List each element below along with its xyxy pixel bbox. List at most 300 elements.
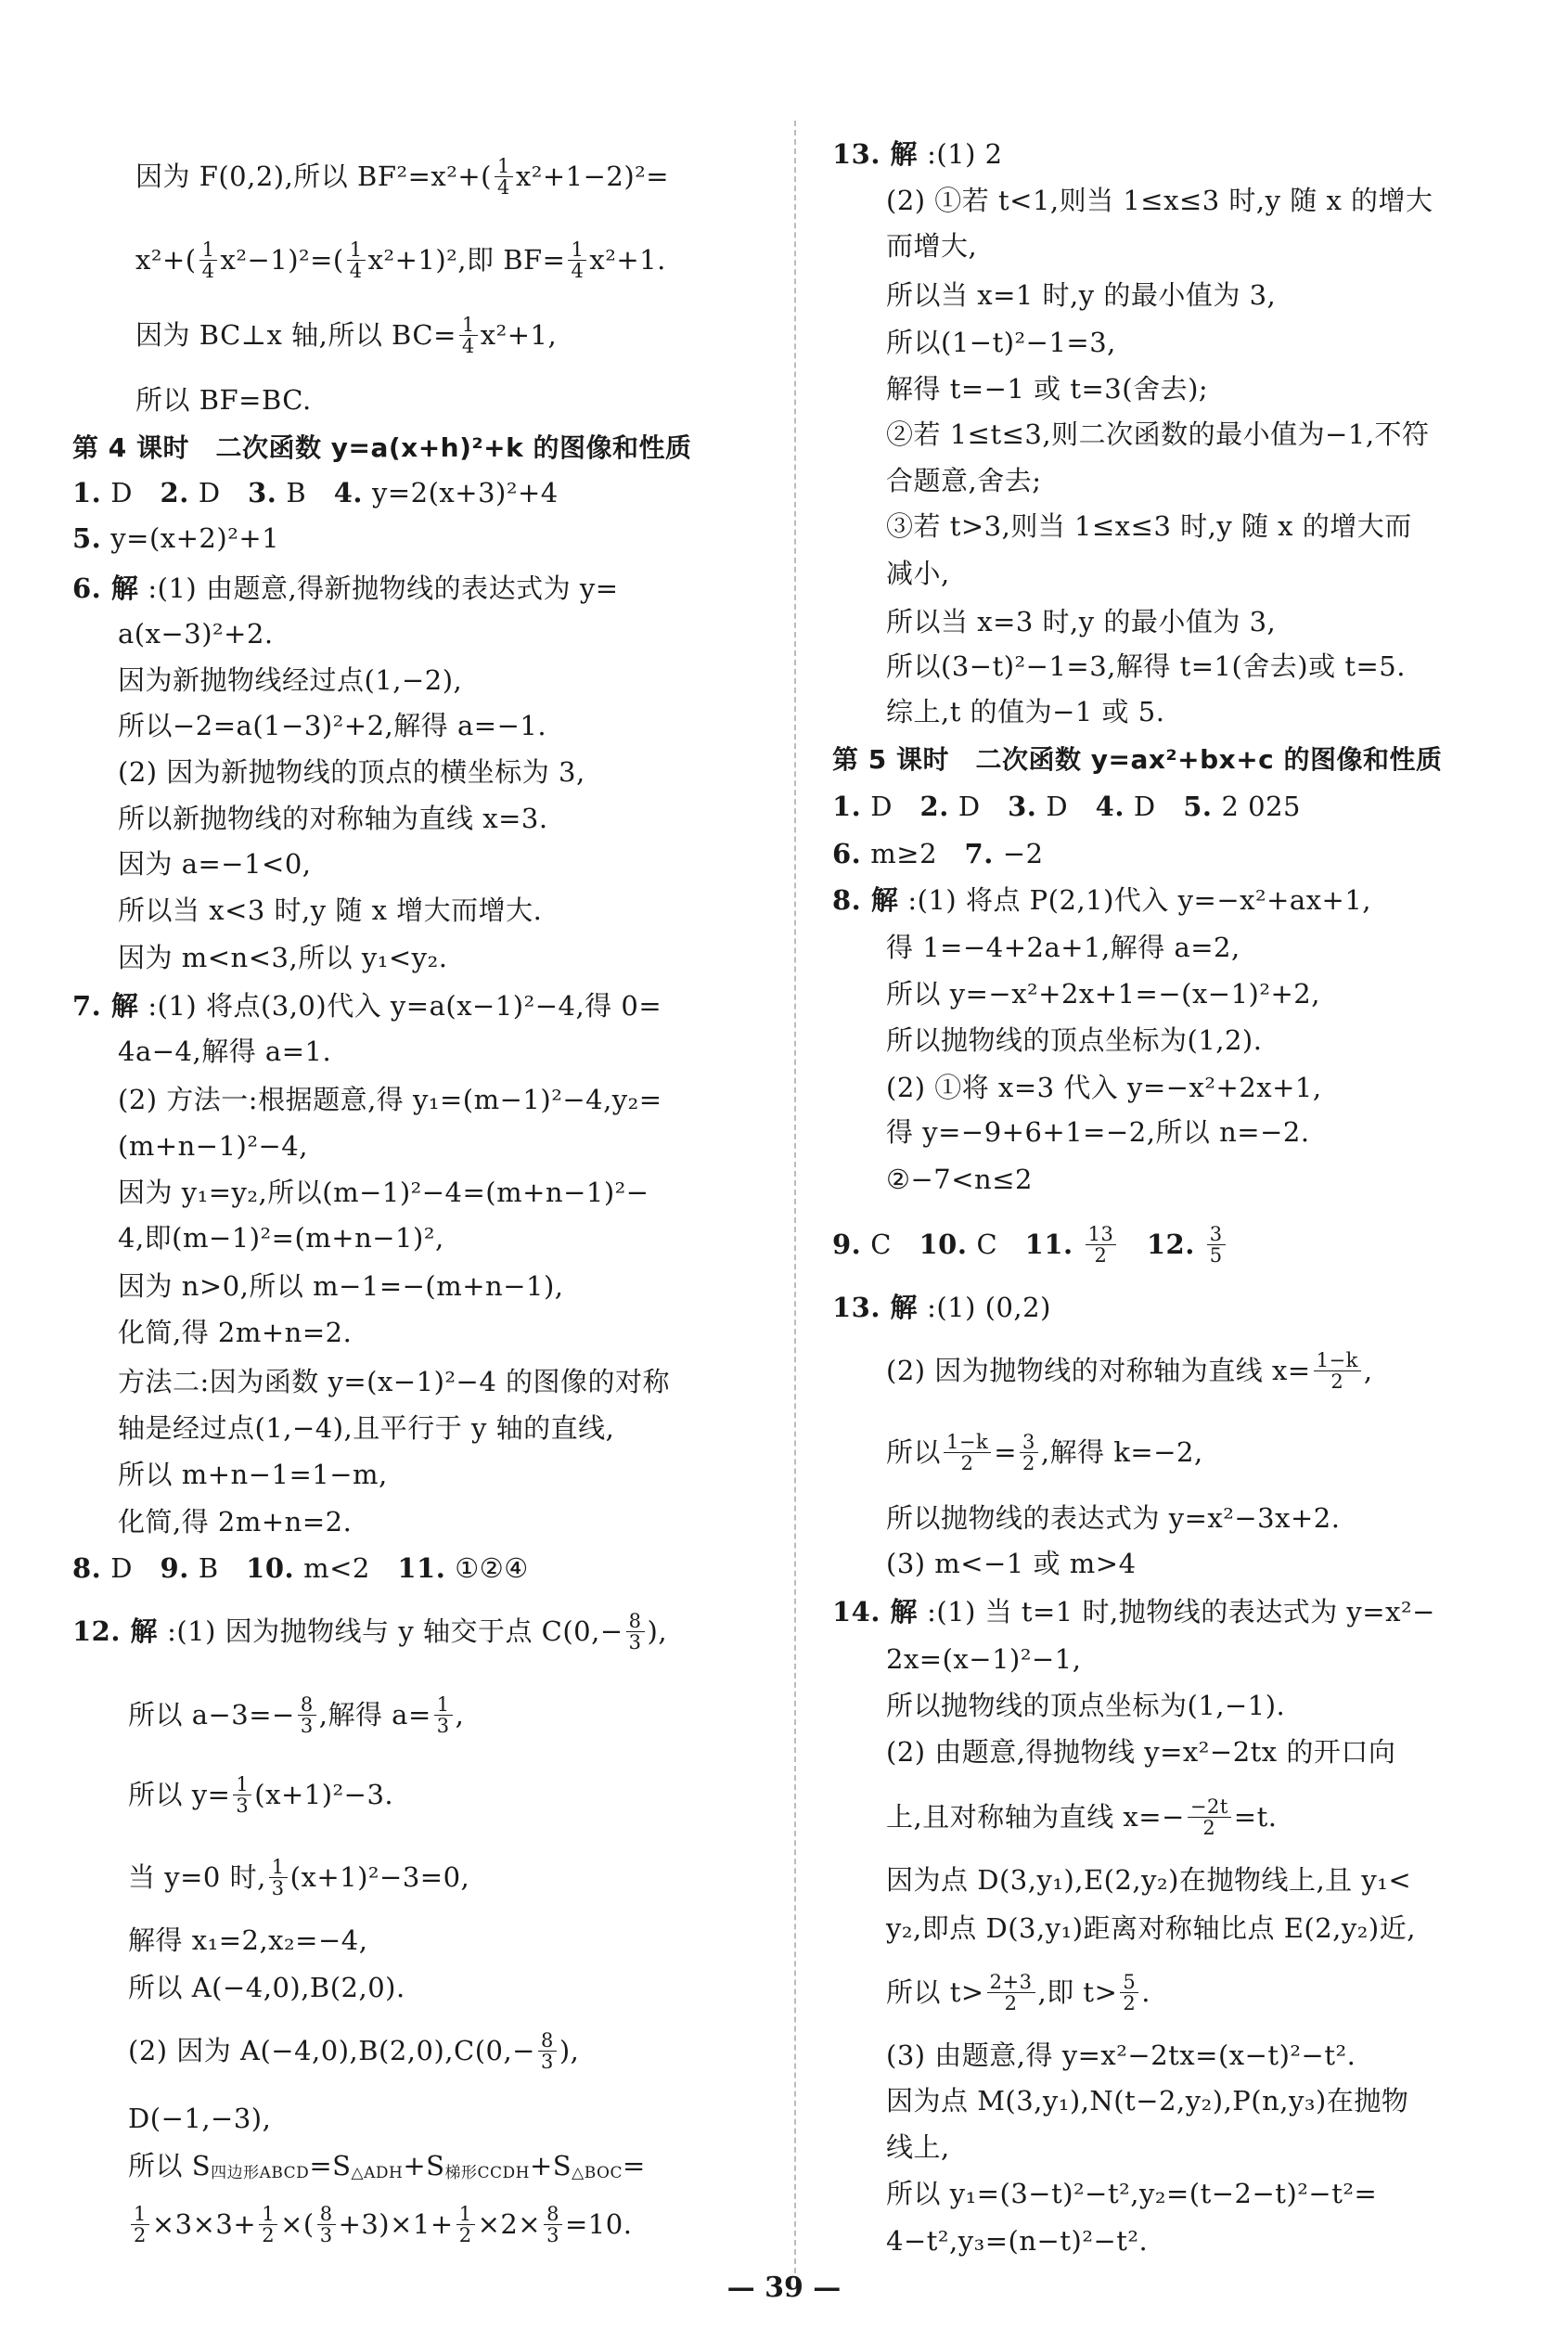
text-run: D [1133, 791, 1184, 822]
denominator: 2 [1004, 1991, 1018, 2014]
question-number: 5. [1183, 791, 1213, 822]
question-number: 9. [160, 1552, 189, 1584]
numerator: 1 [434, 1694, 453, 1716]
question-number: 1. [72, 477, 102, 508]
question-number: 11. [397, 1552, 446, 1584]
answer-line [886, 2173, 1377, 2214]
page-number: — 39 — [726, 2271, 842, 2304]
answer-line [886, 1112, 1310, 1152]
text-run: 化简,得 2m+n=2. [118, 1506, 353, 1538]
answer-line [832, 833, 1044, 874]
text-run: −2 [1002, 838, 1044, 869]
answer-line [128, 1967, 405, 2008]
fraction [495, 156, 513, 198]
answer-line [886, 1908, 1416, 1949]
text-run: 4,即(m−1)²=(m+n−1)², [118, 1222, 444, 1254]
answer-line [118, 752, 585, 792]
text-run: 所以(1−t)²−1=3, [886, 327, 1116, 358]
text-run: y₂,即点 D(3,y₁)距离对称轴比点 E(2,y₂)近, [886, 1912, 1416, 1944]
denominator: 3 [628, 1630, 642, 1653]
text-run: 所以 [886, 1436, 942, 1468]
text-run: (2) 方法一:根据题意,得 y₁=(m−1)²−4,y₂= [118, 1084, 662, 1115]
answer-line [886, 1639, 1081, 1679]
text-run: 所以 a−3=− [128, 1699, 295, 1731]
fraction [269, 1857, 288, 1898]
question-number: 12. [1146, 1229, 1195, 1260]
text-run: 所以 y₁=(3−t)²−t²,y₂=(t−2−t)²−t²= [886, 2178, 1378, 2209]
text-run: D [958, 791, 1009, 822]
text-run: =S [309, 2150, 352, 2181]
answer-line [128, 2098, 271, 2139]
text-run: 所以 t> [886, 1976, 984, 2008]
text-run: 轴是经过点(1,−4),且平行于 y 轴的直线, [118, 1412, 615, 1444]
text-run: (2) 因为抛物线的对称轴为直线 x= [886, 1355, 1311, 1386]
fraction [233, 1774, 251, 1816]
answer-line [886, 2080, 1408, 2121]
answer-line [135, 239, 666, 280]
text-run: 因为 F(0,2),所以 BF²=x²+( [135, 161, 492, 192]
text-run: 2x=(x−1)²−1, [886, 1643, 1082, 1675]
answer-line [886, 225, 977, 266]
fraction [259, 2204, 277, 2245]
text-run: :(1) 由题意,得新抛物线的表达式为 y= [148, 573, 619, 604]
answer-line [886, 1350, 1373, 1391]
text-run: a(x−3)²+2. [118, 618, 274, 650]
text-run: 解得 x₁=2,x₂=−4, [128, 1924, 368, 1956]
answer-line [832, 880, 1371, 920]
text-run: +S [403, 2150, 445, 2181]
answer-line [72, 1548, 529, 1589]
text-run: B [286, 477, 334, 508]
answer-line [886, 2220, 1148, 2261]
fraction [626, 1611, 645, 1653]
numerator: 5 [1120, 1972, 1138, 1993]
answer-line [886, 2035, 1356, 2076]
answer-line [118, 1172, 649, 1213]
text-run: 因为新抛物线经过点(1,−2), [118, 664, 463, 696]
question-number: 1. [832, 791, 862, 822]
question-number: 5. [72, 522, 102, 554]
text-run: (2) 因为新抛物线的顶点的横坐标为 3, [118, 756, 585, 788]
answer-line [886, 691, 1164, 732]
text-run: ,即 t> [1037, 1976, 1118, 2008]
denominator: 4 [571, 259, 585, 282]
fraction [1086, 1224, 1117, 1266]
numerator: 1 [199, 239, 218, 261]
answer-line [886, 1543, 1137, 1584]
question-number: 4. [333, 477, 363, 508]
answer-line [118, 798, 548, 839]
question-number: 10. [246, 1552, 295, 1584]
fraction [131, 2204, 149, 2245]
text-run: 因为 BC⊥x 轴,所以 BC= [135, 319, 456, 351]
text-run: D [198, 477, 249, 508]
text-run: +3)×1+ [338, 2208, 454, 2240]
question-number: 4. [1095, 791, 1125, 822]
fraction [944, 1432, 991, 1473]
answer-line [118, 705, 546, 746]
text-run: 所以 y=−x²+2x+1=−(x−1)²+2, [886, 978, 1320, 1010]
text-run: 因为点 M(3,y₁),N(t−2,y₂),P(n,y₃)在抛物 [886, 2085, 1409, 2117]
numerator: 8 [626, 1611, 645, 1632]
fraction [199, 239, 218, 281]
answer-line [886, 368, 1208, 409]
answer-line [118, 1312, 352, 1353]
answer-line [886, 275, 1276, 315]
text-run: (3) m<−1 或 m>4 [886, 1548, 1137, 1579]
text-run: D [870, 791, 920, 822]
text-run: ×( [280, 2208, 315, 2240]
text-run: ③若 t>3,则当 1≤x≤3 时,y 随 x 的增大而 [886, 510, 1412, 542]
text-run: 4a−4,解得 a=1. [118, 1036, 332, 1067]
text-run: 4−t²,y₃=(n−t)²−t². [886, 2225, 1149, 2257]
text-run: :(1) 将点 P(2,1)代入 y=−x²+ax+1, [907, 884, 1372, 916]
text-run: D [110, 477, 161, 508]
answer-line [118, 660, 462, 701]
text-run: 因为 y₁=y₂,所以(m−1)²−4=(m+n−1)²− [118, 1177, 649, 1208]
denominator: 5 [1209, 1243, 1223, 1267]
text-run [1119, 1224, 1147, 1265]
answer-line [118, 1126, 308, 1166]
text-run: D [110, 1552, 161, 1584]
fraction [1120, 1972, 1138, 2014]
text-run: 因为点 D(3,y₁),E(2,y₂)在抛物线上,且 y₁< [886, 1864, 1412, 1896]
text-run: +S [529, 2150, 572, 2181]
text-run: ×3×3+ [151, 2208, 257, 2240]
numerator: −2t [1188, 1796, 1231, 1818]
question-number: 12. 解 [72, 1615, 159, 1647]
answer-line [832, 134, 1003, 174]
answer-line [128, 2030, 579, 2071]
denominator: 2 [134, 2223, 147, 2246]
answer-line [118, 1266, 564, 1306]
denominator: 2 [1330, 1370, 1344, 1393]
numerator: 1 [456, 2204, 475, 2225]
answer-line [118, 890, 542, 931]
answer-line [886, 1159, 1033, 1200]
numerator: 8 [298, 1694, 316, 1716]
question-number: 11. [1024, 1229, 1073, 1260]
text-run: x²+1, [480, 319, 558, 351]
text-run: :(1) 2 [927, 138, 1003, 170]
section-heading [832, 740, 1443, 780]
text-run: 所以 BF=BC. [135, 384, 312, 416]
text-run: 所以当 x<3 时,y 随 x 增大而增大. [118, 894, 543, 926]
fraction [459, 315, 478, 356]
text-run: x²+( [135, 244, 197, 276]
text-run: m≥2 [870, 838, 965, 869]
fraction [298, 1694, 316, 1736]
text-run: y=2(x+3)²+4 [371, 477, 559, 508]
answer-line [886, 2127, 950, 2168]
text-run: , [1363, 1355, 1373, 1386]
question-number: 3. [1008, 791, 1037, 822]
answer-line [886, 1432, 1203, 1473]
text-run: 合题意,舍去; [886, 465, 1042, 496]
answer-line [832, 1224, 1228, 1265]
text-run: ②若 1≤t≤3,则二次函数的最小值为−1,不符 [886, 418, 1430, 450]
answer-line [135, 380, 312, 420]
fraction [1314, 1350, 1361, 1392]
answer-line [886, 1731, 1395, 1772]
fraction [317, 2204, 336, 2245]
numerator: 1 [233, 1774, 251, 1795]
numerator: 1 [259, 2204, 277, 2225]
denominator: 2 [1123, 1991, 1137, 2014]
answer-line [118, 1079, 662, 1120]
text-run: 综上,t 的值为−1 或 5. [886, 696, 1165, 727]
fraction [987, 1972, 1035, 2014]
text-run: 所以抛物线的顶点坐标为(1,−1). [886, 1690, 1286, 1721]
text-run: . [1141, 1976, 1150, 2008]
text-run: 因为 n>0,所以 m−1=−(m+n−1), [118, 1270, 564, 1302]
text-run: 所以抛物线的表达式为 y=x²−3x+2. [886, 1502, 1341, 1534]
text-run: x²−1)²=( [220, 244, 344, 276]
numerator: 2+3 [987, 1972, 1035, 1993]
answer-line [886, 180, 1433, 221]
numerator: 8 [538, 2030, 557, 2052]
answer-line [886, 1859, 1411, 1900]
text-run: :(1) (0,2) [927, 1292, 1051, 1323]
question-number: 13. 解 [832, 138, 919, 170]
text-run: m<2 [303, 1552, 398, 1584]
text-run: x²+1. [589, 244, 666, 276]
text-run: C [976, 1229, 1025, 1260]
section-heading [72, 428, 691, 469]
text-run: 所以 A(−4,0),B(2,0). [128, 1972, 405, 2003]
text-run: =10. [565, 2208, 633, 2240]
text-run: ), [559, 2035, 580, 2066]
numerator: 13 [1086, 1224, 1117, 1245]
answer-line [886, 322, 1116, 363]
text-run: (x+1)²−3=0, [289, 1861, 470, 1893]
denominator: 2 [1022, 1451, 1035, 1474]
denominator: 2 [1202, 1816, 1216, 1839]
numerator: 1 [131, 2204, 149, 2225]
text-run: x²+1−2)²= [515, 161, 670, 192]
answer-line [886, 1498, 1340, 1538]
answer-line [118, 613, 274, 654]
numerator: 1 [459, 315, 478, 336]
text-run: :(1) 将点(3,0)代入 y=a(x−1)²−4,得 0= [148, 990, 662, 1022]
text-run: D [1046, 791, 1096, 822]
text-run: 所以当 x=1 时,y 的最小值为 3, [886, 279, 1277, 311]
answer-line [118, 843, 312, 884]
answer-line [886, 553, 950, 594]
fraction [456, 2204, 475, 2245]
question-number: 7. [964, 838, 994, 869]
text-run: 所以 S [128, 2150, 212, 2181]
text-run: , [455, 1699, 465, 1731]
denominator: 3 [271, 1876, 285, 1899]
answer-line [886, 1972, 1150, 2013]
numerator: 1−k [1314, 1350, 1361, 1371]
denominator: 4 [201, 259, 215, 282]
answer-line [832, 1591, 1435, 1632]
answer-line [118, 937, 447, 978]
numerator: 1 [568, 239, 586, 261]
answer-line [128, 2204, 632, 2245]
denominator: 2 [458, 2223, 472, 2246]
answer-line [886, 646, 1406, 687]
text-run: 上,且对称轴为直线 x=− [886, 1801, 1185, 1833]
text-run: C [870, 1229, 919, 1260]
denominator: 4 [461, 334, 475, 357]
question-number: 7. 解 [72, 990, 139, 1022]
denominator: 3 [540, 2050, 554, 2073]
question-number: 10. [919, 1229, 968, 1260]
text-run: (2) 由题意,得抛物线 y=x²−2tx 的开口向 [886, 1736, 1396, 1768]
text-run: ①②④ [455, 1552, 529, 1584]
fraction [1188, 1796, 1231, 1838]
question-number: 14. 解 [832, 1596, 919, 1628]
answer-line [118, 1217, 444, 1258]
column-divider [794, 121, 796, 2273]
denominator: 2 [960, 1451, 974, 1474]
text-run: (2) ①若 t<1,则当 1≤x≤3 时,y 随 x 的增大 [886, 185, 1433, 216]
text-run: = [994, 1436, 1018, 1468]
question-number: 2. [919, 791, 949, 822]
answer-line [118, 1408, 614, 1448]
question-number: 3. [248, 477, 277, 508]
text-run: (m+n−1)²−4, [118, 1130, 308, 1162]
text-run: 2 025 [1221, 791, 1301, 822]
answer-line [72, 472, 559, 513]
text-run: 方法二:因为函数 y=(x−1)²−4 的图像的对称 [118, 1366, 670, 1397]
denominator: 3 [436, 1714, 450, 1737]
answer-line [886, 973, 1320, 1014]
text-run: = [622, 2150, 646, 2181]
text-run: 得 y=−9+6+1=−2,所以 n=−2. [886, 1116, 1310, 1148]
text-run: (x+1)²−3. [254, 1779, 394, 1810]
text-run: 而增大, [886, 230, 978, 262]
text-run: :(1) 因为抛物线与 y 轴交于点 C(0,− [167, 1615, 623, 1647]
answer-line [135, 315, 557, 355]
question-number: 8. [72, 1552, 102, 1584]
denominator: 3 [236, 1794, 250, 1817]
text-run: 所以(3−t)²−1=3,解得 t=1(舍去)或 t=5. [886, 650, 1406, 682]
text-run: 所以当 x=3 时,y 的最小值为 3, [886, 606, 1277, 637]
text-run: 减小, [886, 558, 950, 589]
fraction [1020, 1432, 1038, 1473]
question-number: 6. 解 [72, 573, 139, 604]
subscript: 四边形ABCD [211, 2164, 310, 2182]
fraction [544, 2204, 562, 2245]
answer-line [886, 1796, 1277, 1837]
text-run: (3) 由题意,得 y=x²−2tx=(x−t)²−t². [886, 2039, 1356, 2071]
text-run: =t. [1233, 1801, 1278, 1833]
denominator: 3 [546, 2223, 559, 2246]
subscript: △ADH [351, 2164, 404, 2182]
subscript: 梯形CCDH [444, 2164, 530, 2182]
text-run: x²+1)²,即 BF= [367, 244, 566, 276]
fraction [434, 1694, 453, 1736]
fraction [1207, 1224, 1226, 1266]
text-run: (2) 因为 A(−4,0),B(2,0),C(0,− [128, 2035, 535, 2066]
text-run: 解得 t=−1 或 t=3(舍去); [886, 373, 1209, 405]
numerator: 1−k [944, 1432, 991, 1453]
text-run: ×2× [477, 2208, 542, 2240]
answer-line [72, 985, 662, 1026]
text-run: 所以−2=a(1−3)²+2,解得 a=−1. [118, 710, 547, 741]
answer-line [886, 1067, 1322, 1108]
answer-line [832, 1287, 1051, 1328]
answer-line [886, 414, 1430, 455]
answer-line [72, 518, 279, 559]
text-run: ②−7<n≤2 [886, 1164, 1033, 1195]
answer-line [72, 568, 619, 609]
text-run: 第 5 课时 二次函数 y=ax²+bx+c 的图像和性质 [832, 744, 1443, 775]
answer-line [886, 460, 1042, 501]
numerator: 1 [269, 1857, 288, 1878]
question-number: 2. [160, 477, 189, 508]
denominator: 4 [496, 175, 510, 199]
answer-line [128, 1694, 464, 1735]
text-run: D(−1,−3), [128, 2103, 272, 2134]
subscript: △BOC [572, 2164, 623, 2182]
numerator: 1 [495, 156, 513, 177]
text-run: 当 y=0 时, [128, 1861, 266, 1893]
numerator: 8 [544, 2204, 562, 2225]
answer-line [128, 2145, 646, 2186]
denominator: 2 [1094, 1243, 1108, 1267]
text-run: y=(x+2)²+1 [110, 522, 280, 554]
text-run: (2) ①将 x=3 代入 y=−x²+2x+1, [886, 1072, 1322, 1103]
text-run: 线上, [886, 2131, 950, 2163]
answer-line [118, 1361, 670, 1402]
question-number: 13. 解 [832, 1292, 919, 1323]
fraction [538, 2030, 557, 2072]
text-run: :(1) 当 t=1 时,抛物线的表达式为 y=x²− [927, 1596, 1435, 1628]
answer-line [886, 601, 1276, 642]
text-run: 所以 m+n−1=1−m, [118, 1459, 388, 1490]
answer-line [886, 506, 1412, 547]
question-number: 9. [832, 1229, 862, 1260]
answer-line [832, 786, 1301, 827]
numerator: 1 [347, 239, 366, 261]
text-run: ,解得 a= [318, 1699, 431, 1731]
answer-line [72, 1611, 667, 1652]
answer-line [128, 1857, 469, 1898]
answer-line [118, 1454, 388, 1495]
text-run: 所以抛物线的顶点坐标为(1,2). [886, 1024, 1263, 1056]
text-run: ,解得 k=−2, [1040, 1436, 1203, 1468]
text-run: 化简,得 2m+n=2. [118, 1317, 353, 1348]
question-number: 6. [832, 838, 862, 869]
answer-line [135, 156, 669, 197]
answer-line [886, 1685, 1285, 1726]
answer-line [118, 1501, 352, 1542]
answer-line [118, 1031, 331, 1072]
answer-line [128, 1774, 393, 1815]
denominator: 3 [319, 2223, 333, 2246]
text-run: 因为 m<n<3,所以 y₁<y₂. [118, 942, 448, 973]
text-run: B [198, 1552, 247, 1584]
fraction [347, 239, 366, 281]
numerator: 3 [1020, 1432, 1038, 1453]
text-run: 得 1=−4+2a+1,解得 a=2, [886, 932, 1240, 963]
text-run: ), [647, 1615, 668, 1647]
fraction [568, 239, 586, 281]
numerator: 3 [1207, 1224, 1226, 1245]
denominator: 3 [300, 1714, 314, 1737]
question-number: 8. 解 [832, 884, 899, 916]
denominator: 4 [349, 259, 363, 282]
text-run: 因为 a=−1<0, [118, 848, 312, 880]
text-run: 第 4 课时 二次函数 y=a(x+h)²+k 的图像和性质 [72, 432, 692, 463]
numerator: 8 [317, 2204, 336, 2225]
answer-line [886, 1020, 1262, 1061]
